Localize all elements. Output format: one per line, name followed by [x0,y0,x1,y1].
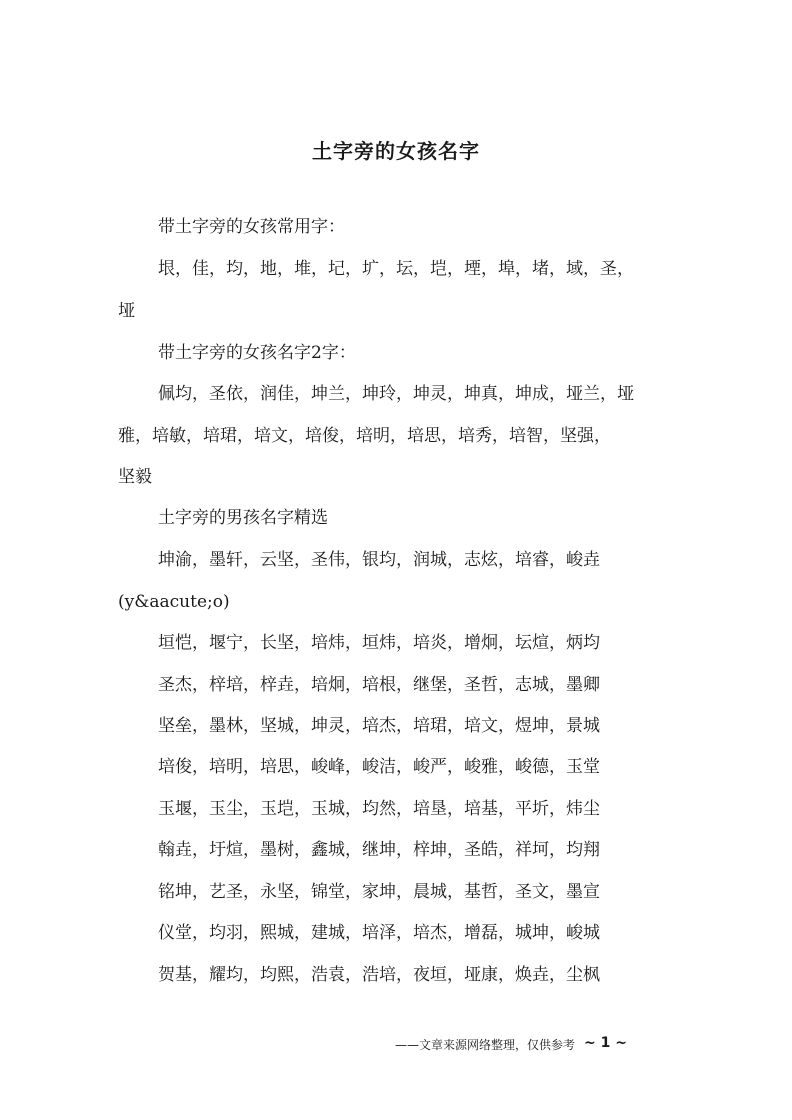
text-line: 垣恺，堰宁，长坚，培炜，垣炜，培炎，增炯，坛煊，炳均 [158,633,600,653]
document-title: 土字旁的女孩名字 [312,139,480,163]
text-line: 翰垚，圩煊，墨树，鑫城，继坤，梓坤，圣皓，祥坷，均翔 [158,840,600,860]
text-line: 土字旁的男孩名字精选 [158,508,328,528]
text-line: 坚垒，墨林，坚城，坤灵，培杰，培珺，培文，煜坤，景城 [158,716,600,736]
text-line: 培俊，培明，培思，峻峰，峻洁，峻严，峻雅，峻德，玉堂 [158,757,600,777]
text-line: 垭 [118,301,135,321]
footer-note: ——文章来源网络整理，仅供参考 [395,1038,576,1052]
text-line: 垠，佳，均，地，堆，圮，圹，坛，垲，堙，埠，堵，域，圣， [158,259,634,279]
text-line: 贺基，耀均，均熙，浩袁，浩培，夜垣，垭康，焕垚，尘枫 [158,965,600,985]
text-line: 圣杰，梓培，梓垚，培炯，培根，继堡，圣哲，志城，墨卿 [158,675,600,695]
text-line: 带土字旁的女孩名字2字： [158,343,356,363]
page-number: ~ 1 ~ [584,1035,627,1051]
text-line: 带土字旁的女孩常用字： [158,217,345,237]
text-line: 佩均，圣依，润佳，坤兰，坤玲，坤灵，坤真，坤成，垭兰，垭 [158,384,634,404]
text-line: 玉堰，玉尘，玉垲，玉城，均然，培垦，培基，平圻，炜尘 [158,799,600,819]
text-line: 坤渝，墨轩，云坚，圣伟，银均，润城，志炫，培睿，峻垚 [158,550,600,570]
text-line: (y&aacute;o) [118,592,230,612]
text-line: 铭坤，艺圣，永坚，锦堂，家坤，晨城，基哲，圣文，墨宣 [158,882,600,902]
text-line: 坚毅 [118,467,152,487]
text-line: 雅，培敏，培珺，培文，培俊，培明，培思，培秀，培智，坚强， [118,426,611,446]
text-line: 仪堂，均羽，熙城，建城，培泽，培杰，增磊，城坤，峻城 [158,923,600,943]
